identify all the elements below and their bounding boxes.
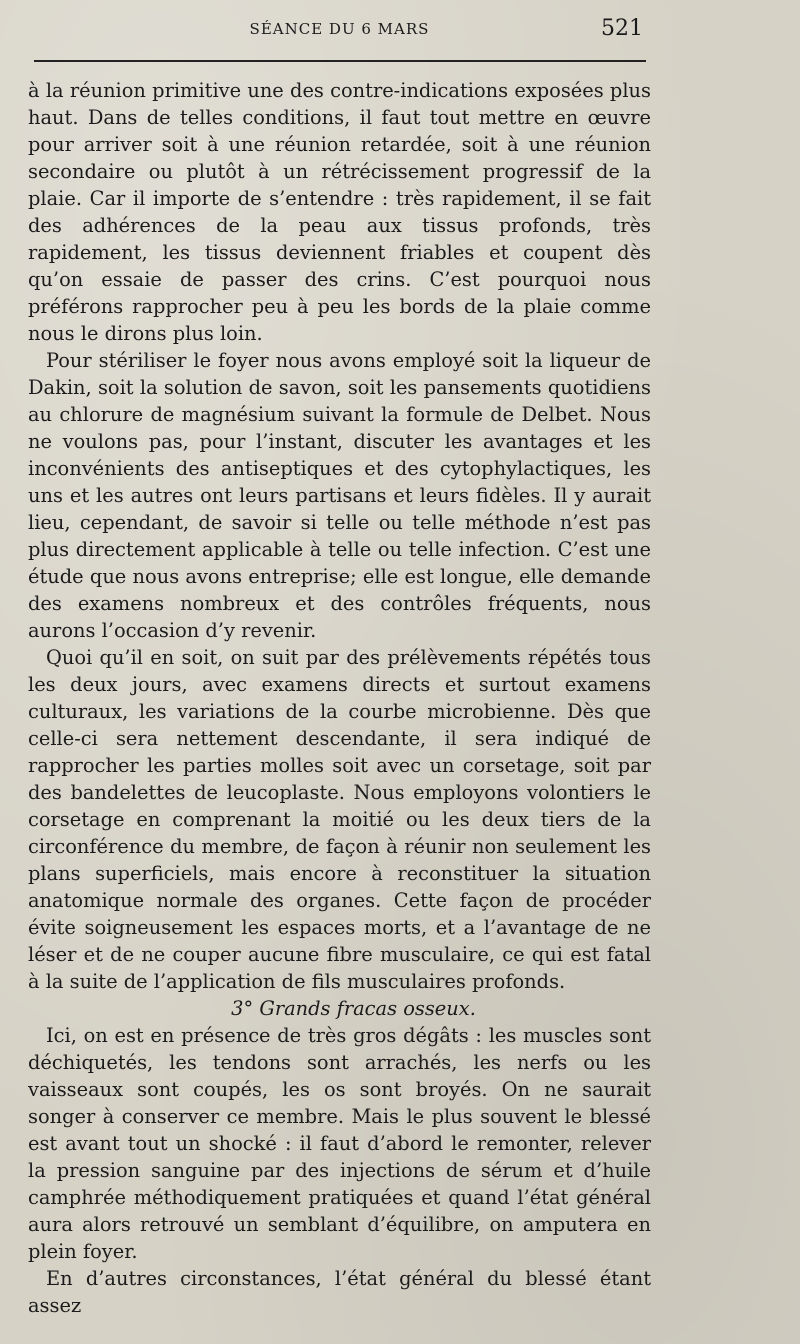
paragraph: Quoi qu’il en soit, on suit par des prélèvements répétés tous les deux jours, avec examens directs et surtout examens culturaux, les variations de la courbe microbienne. Dès que celle-ci sera nettement descendante, il sera indiqué de rapprocher les parties molles soit avec un corsetage, soit par des bandelettes de leucoplaste. Nous employons volontiers le corsetage en comprenant la moitié ou les deux tiers de la circonférence du membre, de façon à réunir non seulement les plans superficiels, mais encore à reconstituer la situation anatomique normale des organes. Cette façon de procéder évite soigneusement les espaces morts, et a l’avantage de ne léser et de ne couper aucune fibre musculaire, ce qui est fatal à la suite de l’application de fils musculaires profonds. — [28, 646, 651, 993]
body-text — [28, 77, 651, 1319]
paragraph: En d’autres circonstances, l’état général du blessé étant assez — [28, 1267, 651, 1317]
page-number: 521 — [601, 16, 643, 41]
paragraph: à la réunion primitive une des contre-indications exposées plus haut. Dans de telles conditions, il faut tout mettre en œuvre pour arriver soit à une réunion retardée, soit à une réunion secondaire ou plutôt à un rétrécissement progressif de la plaie. Car il importe de s’entendre : très rapidement, il se fait des adhérences de la peau aux tissus profonds, très rapidement, les tissus deviennent friables et coupent dès qu’on essaie de passer des crins. C’est pourquoi nous préférons rapprocher peu à peu les bords de la plaie comme nous le dirons plus loin. — [28, 79, 651, 345]
running-head — [28, 16, 651, 46]
paragraph: Pour stériliser le foyer nous avons employé soit la liqueur de Dakin, soit la solution de savon, soit les pansements quotidiens au chlorure de magnésium suivant la formule de Delbet. Nous ne voulons pas, pour l’instant, discuter les avantages et les inconvénients des antiseptiques et des cytophylactiques, les uns et les autres ont leurs partisans et leurs fidèles. Il y aurait lieu, cependant, de savoir si telle ou telle méthode n’est pas plus directement applicable à telle ou telle infection. C’est une étude que nous avons entreprise; elle est longue, elle demande des examens nombreux et des contrôles fréquents, nous aurons l’occasion d’y revenir. — [28, 349, 651, 642]
section-heading: 3° Grands fracas osseux. — [231, 997, 476, 1020]
paragraph: Ici, on est en présence de très gros dégâts : les muscles sont déchiquetés, les tendons sont arrachés, les nerfs ou les vaisseaux sont coupés, les os sont broyés. On ne saurait songer à conserver ce membre. Mais le plus souvent le blessé est avant tout un shocké : il faut d’abord le remonter, relever la pression sanguine par des injections de sérum et d’huile camphrée méthodiquement pratiquées et quand l’état général aura alors retrouvé un semblant d’équilibre, on amputera en plein foyer. — [28, 1024, 651, 1263]
header-rule — [34, 60, 646, 62]
book-page — [28, 0, 651, 1344]
running-title: SÉANCE DU 6 MARS — [249, 20, 430, 38]
